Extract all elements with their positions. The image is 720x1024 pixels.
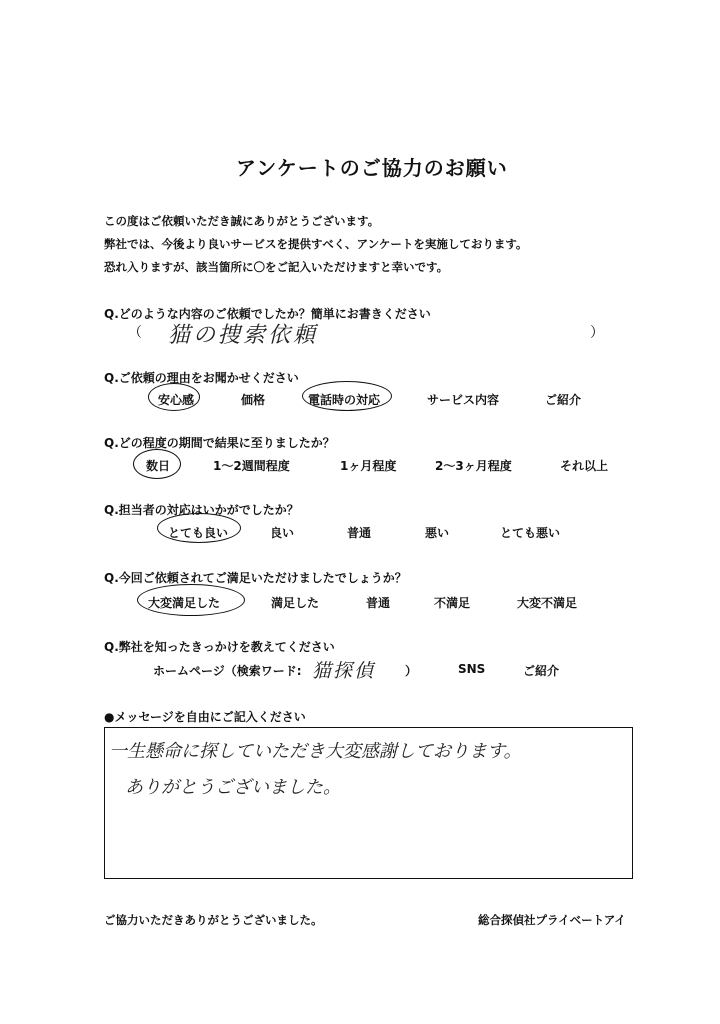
message-handwritten-line-2: ありがとうございました。: [125, 777, 341, 798]
q4-option-very-bad[interactable]: とても悪い: [500, 526, 561, 540]
q3-option-1-month[interactable]: 1ヶ月程度: [340, 459, 397, 473]
intro-line-1: この度はご依頼いただき誠にありがとうございます。: [104, 214, 380, 228]
question-3-label: Q.どの程度の期間で結果に至りましたか？: [104, 436, 335, 450]
page-title: アンケートのご協力のお願い: [236, 156, 508, 180]
q2-option-anshinkan[interactable]: 安心感: [158, 393, 195, 407]
q2-option-kakaku[interactable]: 価格: [241, 393, 266, 407]
q6-handwritten-search-word[interactable]: 猫探偵: [312, 660, 376, 682]
q2-option-service-content[interactable]: サービス内容: [427, 393, 500, 407]
q2-option-phone-response[interactable]: 電話時の対応: [308, 393, 381, 407]
q3-option-1-2-weeks[interactable]: 1～2週間程度: [213, 459, 290, 473]
q5-option-dissatisfied[interactable]: 不満足: [434, 596, 471, 610]
q5-circle-mark-very-satisfied: [137, 584, 245, 616]
q3-option-few-days[interactable]: 数日: [146, 459, 171, 473]
q6-homepage-label: ホームページ（検索ワード:: [153, 664, 302, 678]
q6-close-paren: ）: [405, 664, 418, 678]
message-label: ●メッセージを自由にご記入ください: [104, 710, 306, 724]
q5-option-very-satisfied[interactable]: 大変満足した: [148, 596, 221, 610]
question-5-label: Q.今回ご依頼されてご満足いただけましたでしょうか？: [104, 571, 407, 585]
q4-option-bad[interactable]: 悪い: [425, 526, 450, 540]
q4-option-good[interactable]: 良い: [270, 526, 295, 540]
question-4-label: Q.担当者の対応はいかがでしたか？: [104, 503, 299, 517]
footer-company-name: 総合探偵社プライベートアイ: [478, 913, 626, 927]
intro-line-2: 弊社では、今後より良いサービスを提供すべく、アンケートを実施しております。: [104, 237, 528, 251]
q2-circle-mark-phone-response: [302, 381, 392, 411]
q4-option-normal[interactable]: 普通: [347, 526, 372, 540]
q5-option-satisfied[interactable]: 満足した: [271, 596, 320, 610]
q6-option-sns[interactable]: SNS: [458, 662, 486, 676]
q5-option-very-dissatisfied[interactable]: 大変不満足: [517, 596, 578, 610]
q4-circle-mark-very-good: [157, 513, 241, 543]
q3-option-longer[interactable]: それ以上: [560, 459, 609, 473]
q4-option-very-good[interactable]: とても良い: [168, 526, 229, 540]
question-1-label: Q.どのような内容のご依頼でしたか？簡単にお書きください: [104, 307, 431, 321]
intro-line-3: 恐れ入りますが、該当箇所に〇をご記入いただけますと幸いです。: [104, 260, 449, 274]
q3-option-2-3-months[interactable]: 2～3ヶ月程度: [435, 459, 512, 473]
q5-option-normal[interactable]: 普通: [366, 596, 391, 610]
footer-thanks: ご協力いただきありがとうございました。: [104, 913, 323, 927]
question-6-label: Q.弊社を知ったきっかけを教えてください: [104, 640, 335, 654]
q3-circle-mark-few-days: [133, 449, 181, 479]
question-2-label: Q.ご依頼の理由をお聞かせください: [104, 371, 299, 385]
message-handwritten-line-1: 一生懸命に探していただき大変感謝しております。: [109, 741, 522, 762]
question-1-open-paren: （: [128, 325, 142, 341]
question-1-close-paren: ）: [590, 325, 604, 341]
q6-option-referral[interactable]: ご紹介: [523, 664, 560, 678]
message-box[interactable]: [104, 727, 633, 879]
q2-circle-mark-anshinkan: [148, 383, 200, 411]
question-1-handwritten-answer[interactable]: 猫の捜索依頼: [168, 323, 319, 348]
q2-option-referral[interactable]: ご紹介: [545, 393, 582, 407]
